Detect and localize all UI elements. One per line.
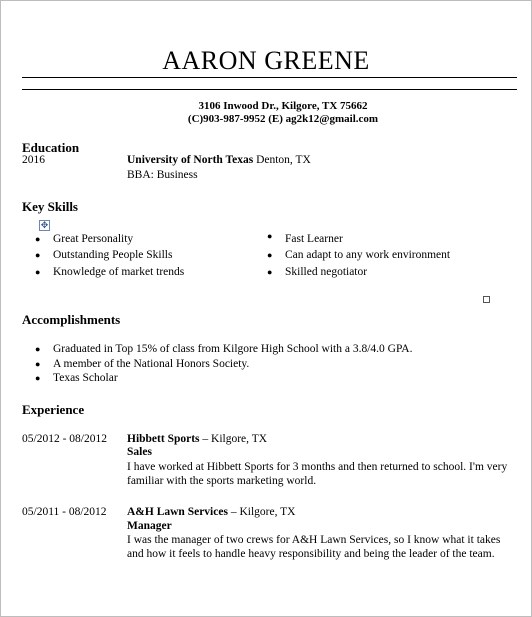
education-location: Denton, TX — [256, 154, 311, 166]
accomplishment-2: A member of the National Honors Society. — [53, 358, 250, 370]
skill-right-1: Fast Learner — [285, 233, 343, 245]
header-rule-top — [22, 77, 517, 78]
education-year: 2016 — [22, 154, 45, 166]
bullet-icon: ● — [35, 267, 41, 277]
job-1-title: Sales — [127, 446, 152, 458]
bullet-icon: ● — [35, 344, 41, 354]
job-2-company: A&H Lawn Services — [127, 506, 228, 518]
bullet-icon: ● — [35, 373, 41, 383]
table-resize-handle-icon[interactable] — [483, 296, 490, 303]
education-heading: Education — [22, 140, 80, 155]
bullet-icon: ● — [267, 267, 273, 277]
job-1-dates: 05/2012 - 08/2012 — [22, 433, 107, 445]
phone-email-line: (C)903-987-9952 (E) ag2k12@gmail.com — [187, 113, 379, 125]
accomplishment-3: Texas Scholar — [53, 372, 118, 384]
job-1-desc-line-1: I have worked at Hibbett Sports for 3 months and then returned to school. I'm very — [127, 461, 508, 473]
job-2-dates: 05/2011 - 08/2012 — [22, 506, 107, 518]
bullet-icon: ● — [35, 234, 41, 244]
skill-left-1: Great Personality — [53, 233, 134, 245]
table-move-handle-icon[interactable]: ✥ — [40, 220, 49, 230]
education-school-line — [127, 154, 311, 166]
contact-block — [173, 100, 393, 126]
education-degree: BBA: Business — [127, 169, 198, 181]
job-2-title: Manager — [127, 520, 172, 532]
header-rule-bottom — [22, 89, 517, 90]
skill-left-3: Knowledge of market trends — [53, 266, 185, 278]
resume-name: AARON GREENE — [162, 46, 370, 75]
job-2-desc-line-1: I was the manager of two crews for A&H Lawn Services, so I know what it takes — [127, 534, 501, 546]
bullet-icon: ● — [267, 250, 273, 260]
skill-left-2: Outstanding People Skills — [53, 249, 173, 261]
address-line: 3106 Inwood Dr., Kilgore, TX 75662 — [198, 100, 368, 112]
education-school: University of North Texas — [127, 154, 254, 166]
bullet-icon: ● — [35, 359, 41, 369]
job-2-header — [127, 506, 295, 518]
bullet-icon: ● — [35, 250, 41, 260]
skills-heading: Key Skills — [22, 199, 78, 214]
bullet-icon: ● — [267, 231, 273, 241]
job-1-company: Hibbett Sports — [127, 433, 200, 445]
skill-right-2: Can adapt to any work environment — [285, 249, 451, 261]
skill-right-3: Skilled negotiator — [285, 266, 368, 278]
accomplishments-heading: Accomplishments — [22, 312, 121, 327]
experience-heading: Experience — [22, 402, 85, 417]
job-2-desc-line-2: and how it feels to handle heavy responsibility and being the leader of the team. — [127, 548, 495, 560]
job-1-header — [127, 433, 267, 445]
accomplishment-1: Graduated in Top 15% of class from Kilgore High School with a 3.8/4.0 GPA. — [53, 343, 413, 355]
job-1-desc-line-2: familiar with the sports marketing world. — [127, 475, 317, 487]
job-1-location: – Kilgore, TX — [199, 433, 268, 445]
job-2-location: – Kilgore, TX — [227, 506, 296, 518]
